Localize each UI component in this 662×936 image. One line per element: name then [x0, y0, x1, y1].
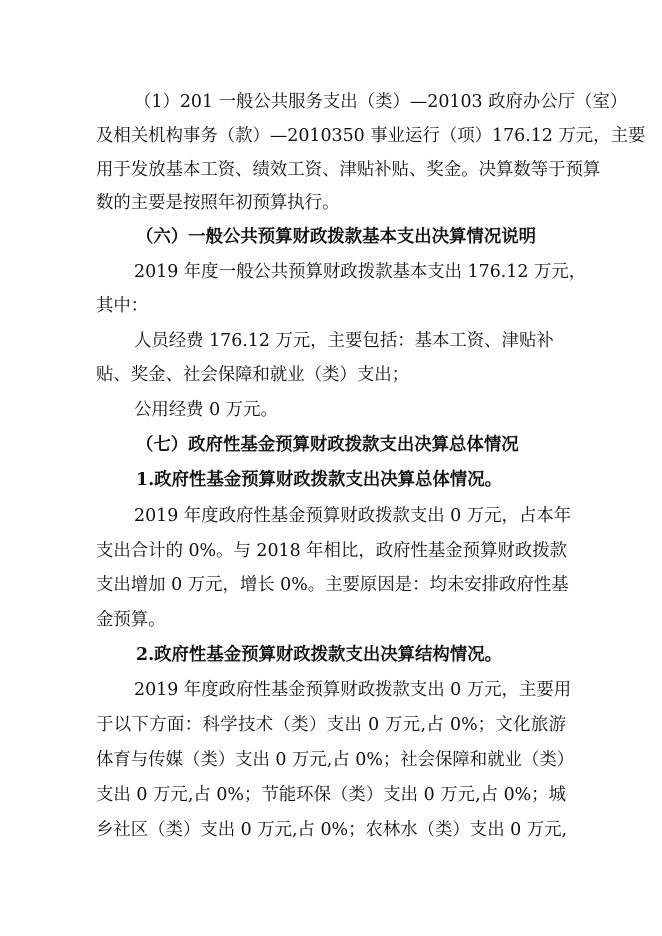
subsection-heading: 1.政府性基金预算财政拨款支出决算总体情况。: [136, 470, 502, 490]
paragraph-line: 贴、奖金、社会保障和就业（类）支出；: [96, 365, 410, 385]
paragraph-line: 人员经费 176.12 万元，主要包括：基本工资、津贴补: [134, 331, 554, 351]
paragraph-line: 支出增加 0 万元，增长 0%。主要原因是：均未安排政府性基: [96, 575, 569, 595]
paragraph-line: 2019 年度政府性基金预算财政拨款支出 0 万元，占本年: [134, 506, 572, 526]
paragraph-line: 数的主要是按照年初预算执行。: [96, 193, 340, 213]
paragraph-line: 2019 年度一般公共预算财政拨款基本支出 176.12 万元，: [134, 262, 587, 282]
section-heading: （六）一般公共预算财政拨款基本支出决算情况说明: [136, 227, 536, 247]
paragraph-line: 用于发放基本工资、绩效工资、津贴补贴、奖金。决算数等于预算: [96, 160, 601, 180]
section-heading: （七）政府性基金预算财政拨款支出决算总体情况: [136, 435, 519, 455]
paragraph-line: （1）201 一般公共服务支出（类）—20103 政府办公厅（室）: [134, 92, 628, 112]
paragraph-line: 乡社区（类）支出 0 万元,占 0%；农林水（类）支出 0 万元,: [96, 820, 568, 840]
paragraph-line: 支出 0 万元,占 0%；节能环保（类）支出 0 万元,占 0%；城: [96, 785, 566, 805]
paragraph-line: 及相关机构事务（款）—2010350 事业运行（项）176.12 万元，主要: [96, 126, 646, 146]
paragraph-line: 支出合计的 0%。与 2018 年相比，政府性基金预算财政拨款: [96, 541, 568, 561]
subsection-heading: 2.政府性基金预算财政拨款支出决算结构情况。: [136, 645, 502, 665]
paragraph-line: 2019 年度政府性基金预算财政拨款支出 0 万元，主要用: [134, 680, 572, 700]
paragraph-line: 体育与传媒（类）支出 0 万元,占 0%；社会保障和就业（类）: [96, 750, 575, 770]
paragraph-line: 公用经费 0 万元。: [134, 400, 278, 420]
paragraph-line: 金预算。: [96, 610, 166, 630]
paragraph-line: 于以下方面：科学技术（类）支出 0 万元,占 0%；文化旅游: [96, 715, 566, 735]
paragraph-line: 其中：: [96, 296, 149, 316]
